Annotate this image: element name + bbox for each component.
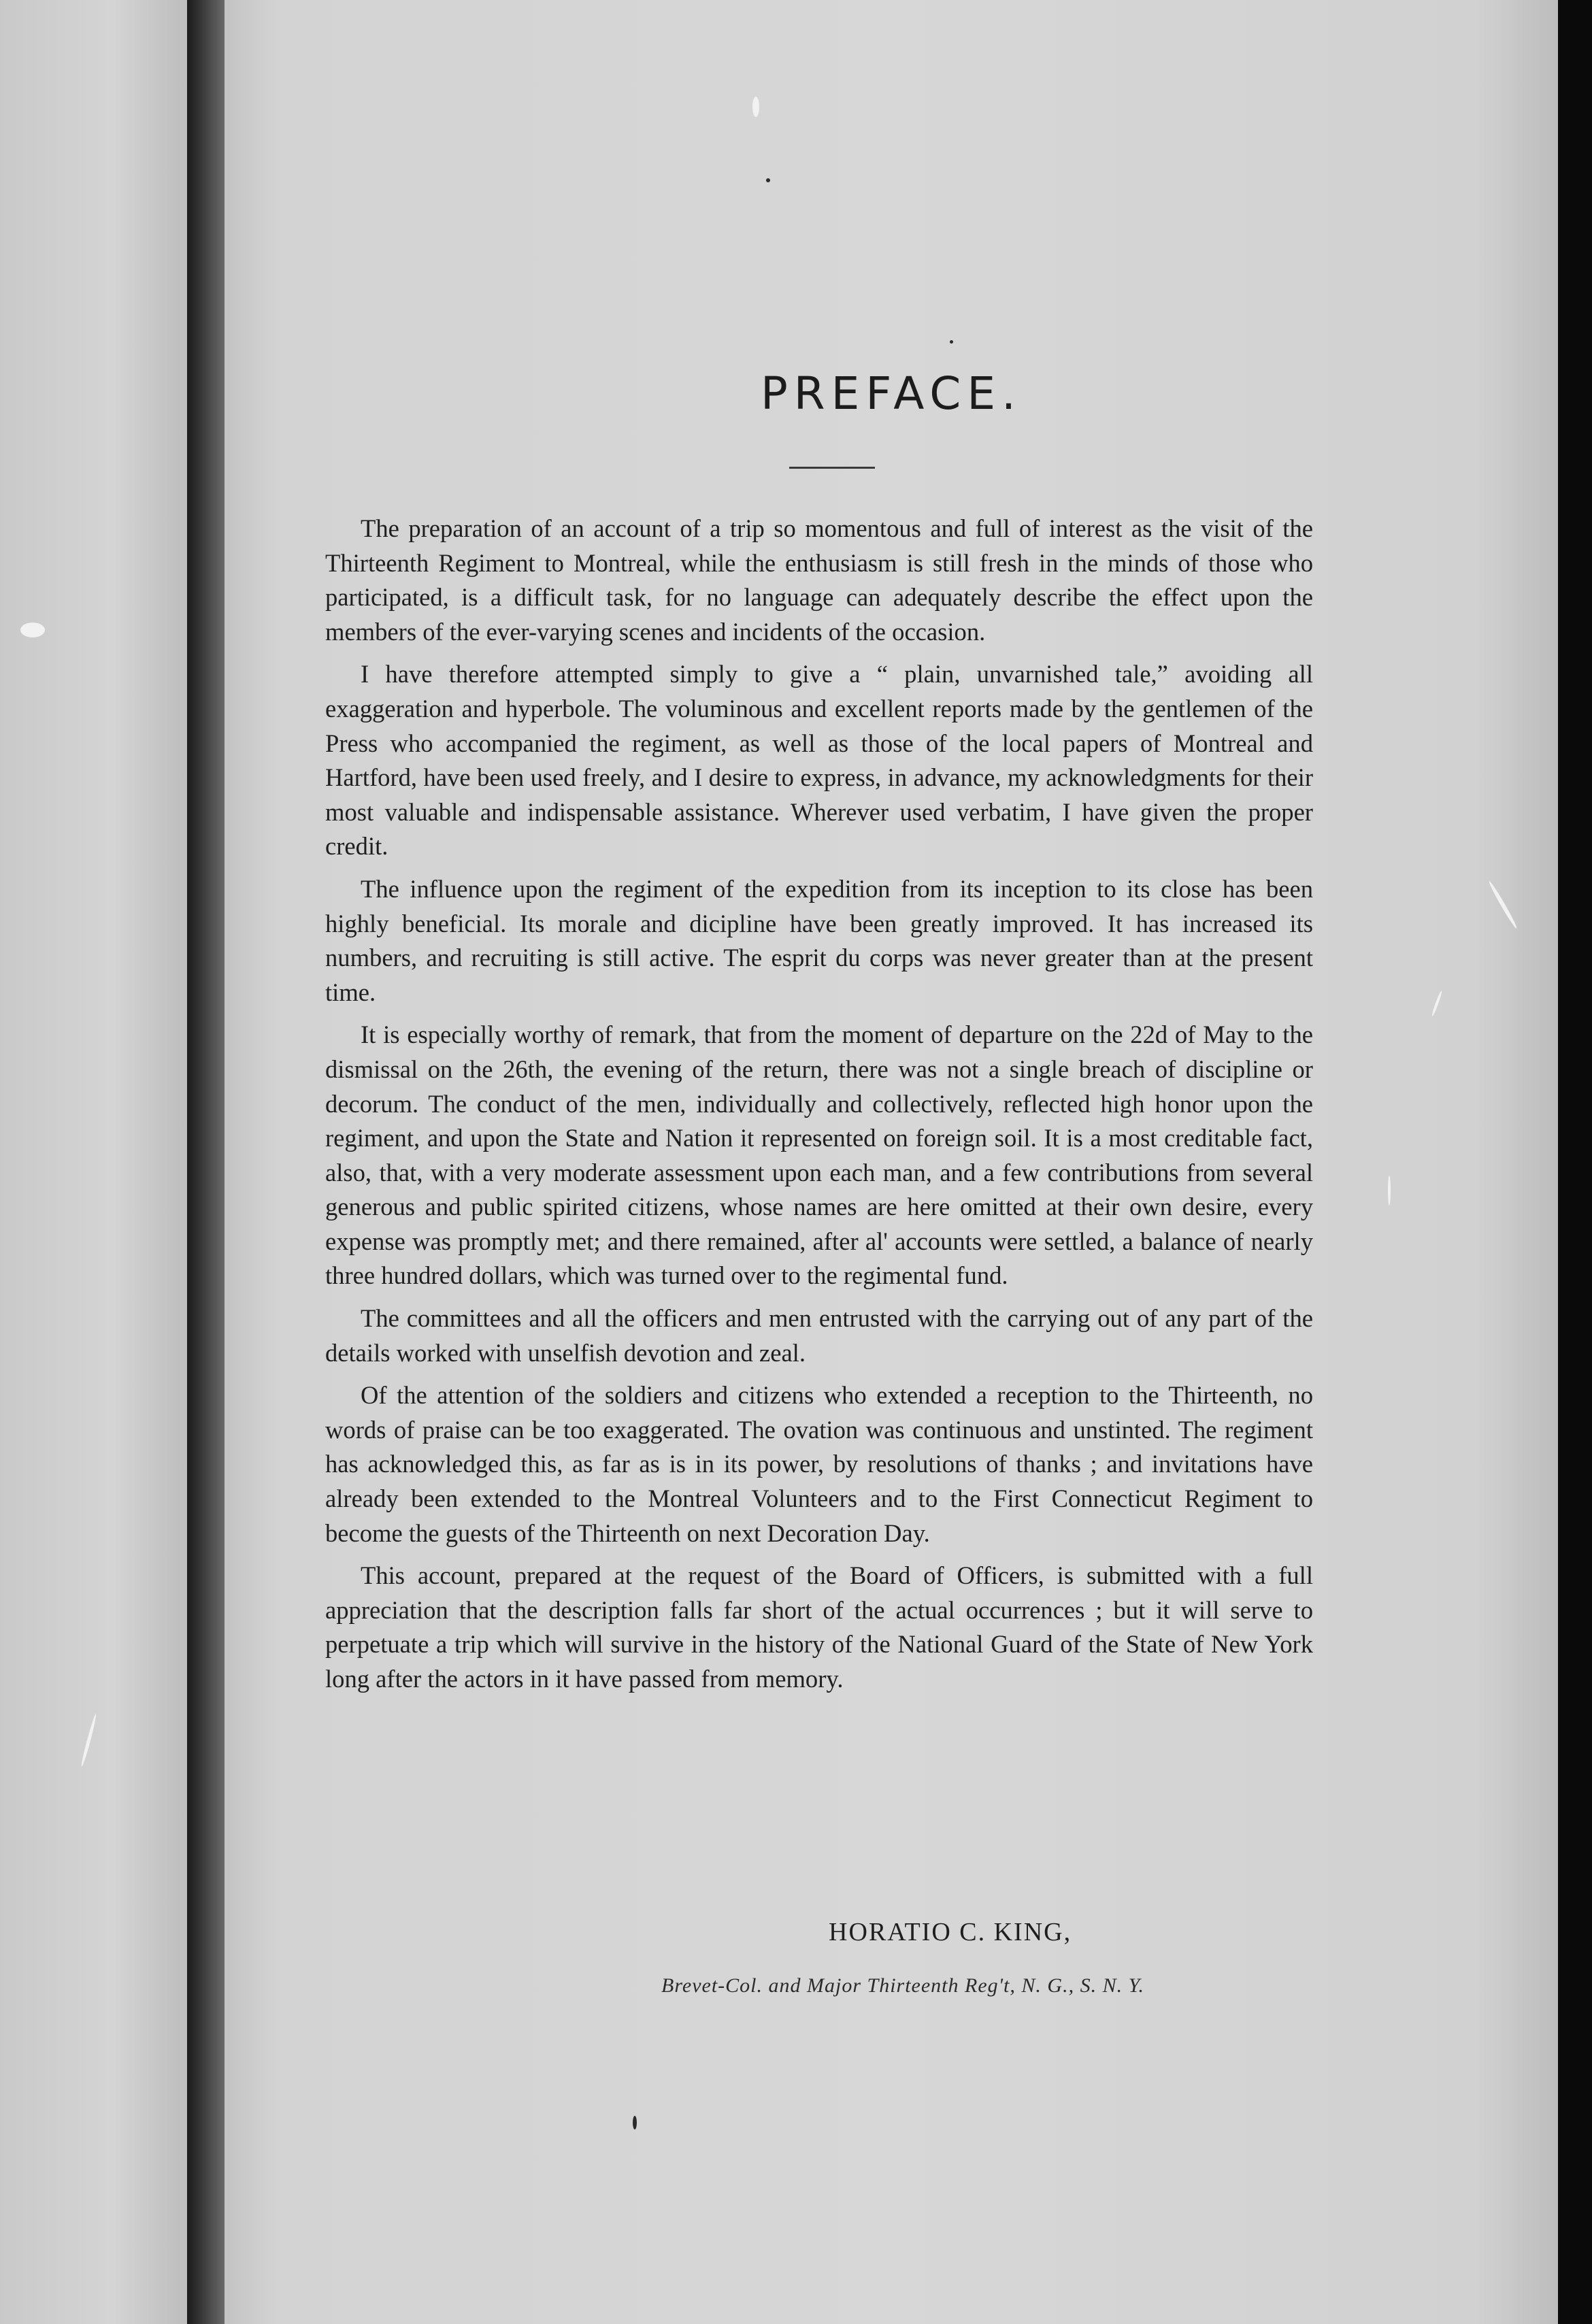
scan-speck: [950, 340, 953, 344]
paragraph-2: I have therefore attempted simply to give a “ plain, unvarnished tale,” avoiding all exaggeration and hyperbole. The voluminous and excellent reports made by the gentlemen of the Press who accompanied the regiment, as well as those of the local papers of Montreal and Hartford, have been used freely, and I desire to express, in advance, my acknowledgments for their most valuable and indispensable assistance. Wherever used verbatim, I have given the proper credit.: [325, 660, 1313, 861]
scan-speck: [752, 97, 759, 117]
preface-body: [325, 512, 1313, 1705]
scan-speck: [20, 622, 45, 637]
signature-name: HORATIO C. KING,: [829, 1918, 1072, 1946]
page-title: PREFACE.: [760, 367, 1023, 420]
right-scan-border: [1558, 0, 1592, 2324]
title-rule: [789, 467, 875, 469]
paragraph-5: The committees and all the officers and men entrusted with the carrying out of any part of the details worked with unselfish devotion and zeal.: [325, 1304, 1313, 1367]
paragraph-4: It is especially worthy of remark, that from the moment of departure on the 22d of May to the dismissal on the 26th, the evening of the return, there was not a single breach of discipline or decorum. The conduct of the men, individually and collectively, reflected high honor upon the regiment, and upon the State and Nation it represented on foreign soil. It is a most creditable fact, also, that, with a very moderate assessment upon each man, and a few contributions from several generous and public spirited citizens, whose names are here omitted at their own desire, every expense was promptly met; and there remained, after al' accounts were settled, a balance of nearly three hundred dollars, which was turned over to the regimental fund.: [325, 1020, 1313, 1290]
scan-speck: [766, 178, 770, 182]
paragraph-1: The preparation of an account of a trip so momentous and full of interest as the visit of the Thirteenth Regiment to Montreal, while the enthusiasm is still fresh in the minds of those who participated, is a difficult task, for no language can adequately describe the effect upon the members of the ever-varying scenes and incidents of the occasion.: [325, 514, 1313, 646]
scan-speck: [633, 2116, 637, 2129]
paragraph-7: This account, prepared at the request of the Board of Officers, is submitted with a full appreciation that the description falls far short of the actual occurrences ; but it will serve to perpetuate a trip which will survive in the history of the National Guard of the State of New York long after the actors in it have passed from memory.: [325, 1561, 1313, 1693]
paragraph-6: Of the attention of the soldiers and citizens who extended a reception to the Thirteenth, no words of praise can be too exaggerated. The ovation was continuous and unstinted. The regiment has acknowledged this, as far as is in its power, by resolutions of thanks ; and invitations have already been extended to the Montreal Volunteers and to the First Connecticut Regiment to become the guests of the Thirteenth on next Decoration Day.: [325, 1381, 1313, 1547]
book-gutter: [187, 0, 225, 2324]
scan-speck: [1388, 1176, 1391, 1206]
paragraph-3: The influence upon the regiment of the expedition from its inception to its close has been highly beneficial. Its morale and dicipline have been greatly improved. It has increased its numbers, and recruiting is still active. The esprit du corps was never greater than at the present time.: [325, 874, 1313, 1006]
left-page-edge: [0, 0, 187, 2324]
signature-title: Brevet-Col. and Major Thirteenth Reg't, N. G., S. N. Y.: [661, 1974, 1145, 1997]
